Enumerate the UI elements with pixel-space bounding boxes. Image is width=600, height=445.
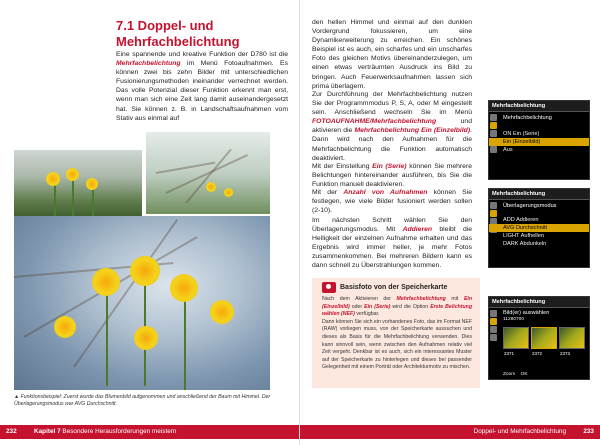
info-text-d: wird die Option: [392, 303, 429, 310]
thumbnail-selected[interactable]: [531, 327, 557, 356]
ok-button[interactable]: OK: [520, 372, 528, 377]
p3-emphasis: Ein (Serie): [372, 163, 407, 170]
menu-subtitle: Überlagerungsmodus: [503, 203, 557, 209]
info-title: Basisfoto von der Speicherkarte: [340, 284, 448, 291]
daffodil-flower: [206, 182, 216, 192]
p2-emphasis-2: Mehrfachbelichtung Ein (Einzelbild): [354, 127, 471, 135]
page-number: 232: [6, 428, 17, 435]
option-code: ADD: [503, 217, 515, 223]
option-off[interactable]: Aus: [503, 147, 513, 153]
p2-text-a: Zur Durchführung der Mehrfachbelichtung nutzen Sie der Programmmodus P, S, A, oder M eingestellt sein. Anschließend wechseln Sie im Menü: [312, 91, 472, 117]
option-label: Addieren: [516, 217, 539, 223]
info-emphasis-3: Ein (Serie): [364, 303, 391, 310]
daffodil-flower: [170, 274, 198, 302]
file-label: 11280700: [503, 317, 524, 322]
camera-menu-overlay-mode: [488, 188, 590, 268]
zoom-button[interactable]: Zoom: [503, 372, 516, 377]
p5-text-b: bleibt die Helligkeit der einzelnen Aufnahme erhalten und das Ergebnis wird immer heller, je mehr Fotos zusammenkommen. Bei mehreren Bildern kann es dann schnell zu Überstrahlungen kommen.: [312, 226, 473, 270]
option-code: AVG: [503, 225, 515, 231]
heading-line-2: Mehrfachbelichtung: [116, 34, 240, 49]
camera-icon: [322, 282, 336, 293]
option-add[interactable]: [489, 216, 589, 224]
info-emphasis-1: Mehrfachbelichtung: [396, 296, 446, 302]
option-label: Aufhellen: [520, 233, 544, 239]
thumbnail[interactable]: [559, 327, 585, 356]
daffodil-flower: [92, 268, 120, 296]
daffodil-flower: [130, 256, 160, 286]
p5-text-a: Im nächsten Schritt wählen Sie den Überlagerungsmodus. Mit: [312, 217, 472, 234]
thumbnail-strip: [503, 327, 585, 356]
intro-emphasis: Mehrfachbelichtung: [116, 60, 181, 68]
chapter-label: [34, 425, 176, 439]
tree-branch: [73, 219, 178, 368]
info-text-e: verfügbar.: [356, 311, 380, 318]
info-text-b: mit: [451, 296, 459, 302]
option-dark[interactable]: [489, 240, 589, 248]
paragraph-1: den hellen Himmel und einmal auf den dunklen Vordergrund fokussieren, um eine Dynamikerweiterung zu erreichen. Ein schönes Beispiel ist es auch, ein scharfes und ein unscharfes Foto des gleichen Motivs übereinanderzulegen, um einen etwas verträumten Ausdruck ins Bild zu bringen. Auch Feuerwerksaufnahmen lassen sich prima überlagern.: [312, 19, 472, 90]
tree-photo-small: [146, 132, 270, 214]
intro-paragraph: [116, 50, 288, 123]
daffodil-flower: [86, 178, 98, 190]
daffodil-flower: [224, 188, 233, 197]
info-text-c: oder: [351, 303, 363, 310]
daffodil-photo-small: [14, 150, 142, 218]
on-prefix: ON: [503, 131, 512, 137]
camera-menu-select-image: [488, 296, 590, 380]
daffodil-flower: [54, 316, 76, 338]
thumb-number: 2371: [504, 351, 515, 356]
info-box: [312, 278, 480, 388]
paragraph-5: [312, 216, 472, 271]
pencil-icon: [490, 334, 497, 341]
flower-stem: [106, 286, 108, 386]
option-code: DARK: [503, 241, 519, 247]
movie-icon: [490, 326, 497, 333]
camera-menu-multiple-exposure: [488, 100, 590, 180]
flower-stem: [184, 290, 186, 390]
option-label: Abdunkeln: [519, 241, 547, 247]
p3-text-b: können Sie mehrere Belichtungen hintereinander ausführen, bis Sie die Funktion manuell deaktivieren.: [312, 163, 473, 189]
info-text-a: Nach dem Aktivieren der: [322, 296, 391, 302]
left-footer: [0, 425, 300, 439]
figure-caption: ▲ Funktionsbeispiel: Zuerst wurde das Blumenbild aufgenommen und anschließend der Baum mit Himmel. Der Überlagerungsmodus war AVG Durchschnitt.: [14, 394, 271, 407]
menu-title: Mehrfachbelichtung: [489, 297, 589, 308]
thumb-number: 2372: [532, 351, 543, 356]
p4-emphasis: Anzahl von Aufnahmen: [343, 189, 428, 196]
daffodil-flower: [210, 300, 234, 324]
intro-text-b: im Menü Fotoaufnahmen. Es können zwei bis zehn Bilder mit unterschiedlichen Fusionierungsmethoden ineinander verrechnet werden. Das volle Potenzial dieser Funktion erkennt man erst, wenn man sich eine Zeit lang damit auseinandergesetzt hat. Sie können z. B. in Landschaftsaufnahmen vom Stativ aus einmal auf: [116, 60, 288, 122]
paragraph-4: [312, 188, 472, 215]
option-on-single[interactable]: Ein (Einzelbild): [489, 138, 589, 146]
option-light[interactable]: [489, 232, 589, 240]
p4-text-a: Mit der: [312, 189, 338, 196]
page-number: 233: [583, 428, 594, 435]
menu-subtitle: Bild(er) auswählen: [503, 310, 550, 316]
intro-text-a: Eine spannende und kreative Funktion der D780 ist die: [116, 51, 288, 58]
menu-subtitle: Mehrfachbelichtung: [503, 115, 552, 121]
thumb-number: 2373: [560, 351, 571, 356]
right-footer: [300, 425, 600, 439]
p5-emphasis: Addieren: [402, 226, 433, 234]
menu-controls: [489, 372, 589, 378]
p2-text-c: . Dann wird nach den Aufnahmen für die Mehrfachbelichtung die Funktion automatisch deaktiviert.: [312, 127, 472, 162]
p4-text-b: können Sie festlegen, wie viele Bilder fusioniert werden sollen (2-10).: [312, 189, 472, 215]
option-label: Ein (Serie): [512, 131, 540, 137]
p3-text-a: Mit der Einstellung: [312, 163, 370, 170]
info-emphasis-2: Ein (Einzelbild): [322, 296, 473, 310]
flower-stem: [72, 176, 74, 218]
info-emphasis-4: Erste Belichtung wählen (NEF): [322, 303, 472, 318]
chapter-number: Kapitel 7: [34, 428, 61, 435]
daffodil-flower: [66, 168, 79, 181]
multiple-exposure-photo: [14, 216, 270, 390]
paragraph-2: [312, 90, 472, 163]
option-on-serie[interactable]: [489, 130, 589, 138]
heading-line-1: 7.1 Doppel- und: [116, 18, 214, 33]
section-title: Doppel- und Mehrfachbelichtung: [473, 428, 566, 435]
option-label: Durchschnitt: [515, 225, 548, 231]
camera-icon: [490, 122, 497, 129]
chapter-heading: [116, 18, 286, 50]
p2-emphasis-1: FOTOAUFNAHME/Mehrfachbelichtung: [312, 118, 437, 126]
daffodil-flower: [134, 326, 158, 350]
menu-title: Mehrfachbelichtung: [489, 189, 589, 200]
right-page: [300, 0, 600, 445]
info-text: [322, 296, 472, 372]
thumbnail[interactable]: [503, 327, 529, 356]
option-avg[interactable]: [489, 224, 589, 232]
chapter-title: Besondere Herausforderungen meistern: [62, 428, 177, 435]
option-code: LIGHT: [503, 233, 520, 239]
menu-title: Mehrfachbelichtung: [489, 101, 589, 112]
p2-text-b: und aktivieren die: [312, 118, 472, 135]
paragraph-3: [312, 162, 472, 189]
daffodil-flower: [46, 172, 60, 186]
info-text-2: Dann können Sie sich ein vorhandenes Foto, das im Format NEF (RAW) vorliegen muss, von der Speicherkarte aussuchen und dieses als Basis für die Mehrfachbelichtung verwenden. Dies kann sinnvoll sein, wenn zwischen den Aufnahmen relativ viel Zeit vergeht. Denkbar ist es auch, sich ein interessantes Muster auf der Speicherkarte zu hinterlegen und dieses bei passender Gelegenheit mit einem Porträt oder Architekturmotiv zu mischen.: [322, 318, 472, 371]
